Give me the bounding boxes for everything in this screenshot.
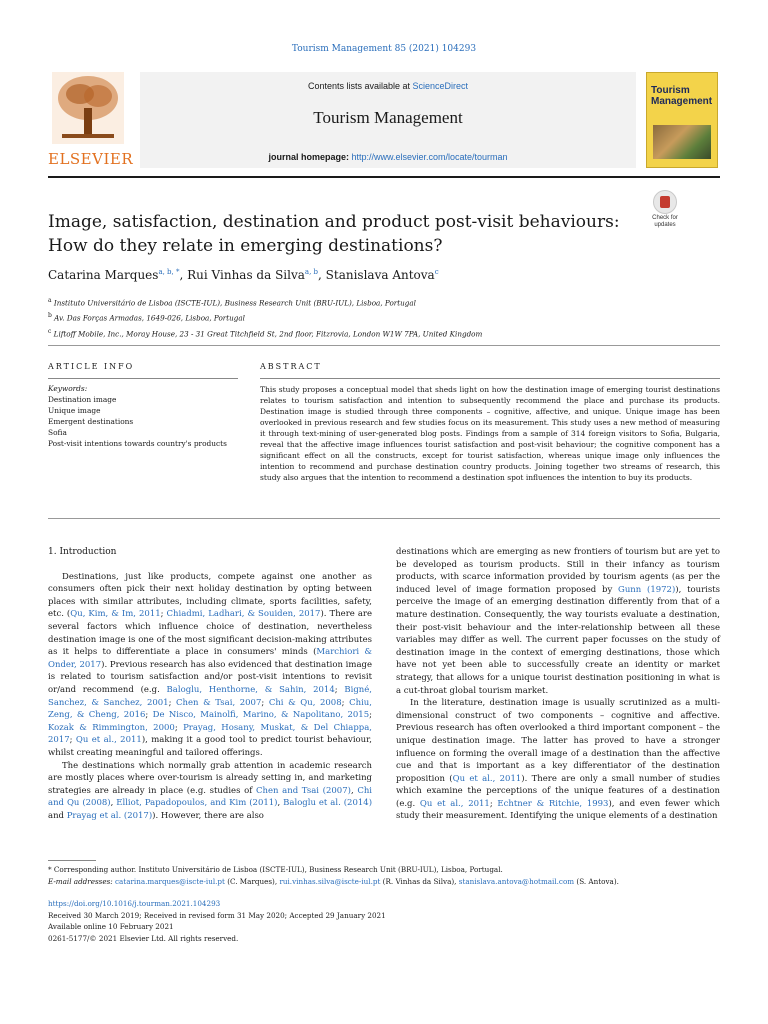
available-online: Available online 10 February 2021 <box>48 922 174 931</box>
keywords-block <box>48 383 238 449</box>
citation-link[interactable]: Chi & Qu, 2008 <box>268 697 342 708</box>
body-text: , <box>110 798 117 809</box>
citation-link[interactable]: De Nisco, Mainolfi, Marino, & Napolitano, 2015 <box>152 710 370 721</box>
citation-link[interactable]: Qu et al., 2011 <box>419 798 490 809</box>
author-name: Rui Vinhas da Silva <box>187 268 305 282</box>
body-text: ; <box>261 697 269 708</box>
section-divider-top <box>48 345 720 346</box>
author-name: Stanislava Antova <box>325 268 435 282</box>
body-text: , <box>350 785 358 796</box>
citation-link[interactable]: Chen and Tsai (2007) <box>256 785 351 796</box>
body-text: ; <box>174 722 184 733</box>
author-separator: , <box>179 268 188 282</box>
article-info-heading: ARTICLE INFO <box>48 362 135 371</box>
journal-header <box>140 72 636 168</box>
citation-link[interactable]: Baloglu, Henthorne, & Sahin, 2014 <box>166 684 335 695</box>
homepage-label: journal homepage: <box>268 152 352 162</box>
contents-prefix: Contents lists available at <box>307 81 413 91</box>
journal-cover-image[interactable] <box>646 72 718 168</box>
citation-link[interactable]: Echtner & Ritchie, 1993 <box>497 798 609 809</box>
affiliation-text: Av. Das Forças Armadas, 1649-026, Lisboa, Portugal <box>54 313 245 323</box>
keyword-item: Destination image <box>48 395 117 404</box>
body-text: ; <box>489 798 498 809</box>
affiliation-marker: b <box>48 312 52 320</box>
check-updates-icon <box>653 190 677 214</box>
footnotes <box>48 864 720 888</box>
author-separator: , <box>318 268 326 282</box>
body-text: , <box>277 798 284 809</box>
body-text: destinations which are emerging as new frontiers of tourism but are yet to be developed as tourism products. Still in their infancy as tourism products, with scarce information provided by tourism agents (as per the induced level of image formation proposed by <box>396 547 720 595</box>
check-updates-label: Check for updates <box>652 215 678 228</box>
body-paragraph <box>48 760 372 823</box>
author-name: Catarina Marques <box>48 268 159 282</box>
email-owner: (S. Antova). <box>574 877 619 886</box>
author-affiliation-marker[interactable]: a, b, * <box>158 268 180 276</box>
body-text: ), tourists perceive the image of an emerging destination differently from that of a mature destination. Consequently, the way tourists evaluate a destination, their post-visit behaviour and the inter-relationship between all these variables may differ as well. The current paper focusses on the study of destination image in the context of emerging destinations, those which have not yet been able to successfully create an identity or market strategy, that allows for a unique tourist destination positioning in what is a cut-throat global tourism market. <box>396 584 720 696</box>
citation-link[interactable]: Qu, Kim, & Im, 2011 <box>70 609 161 620</box>
email-owner: (C. Marques), <box>224 877 280 886</box>
elsevier-wordmark: ELSEVIER <box>48 150 134 168</box>
citation-link[interactable]: Prayag et al. (2017) <box>66 810 153 821</box>
article-title: Image, satisfaction, destination and product post-visit behaviours: How do they relate in emerging destinations? <box>48 212 620 256</box>
header-divider <box>48 176 720 178</box>
citation-link[interactable]: Chi and Qu (2008) <box>48 785 373 809</box>
affiliation-text: Liftoff Mobile, Inc., Moray House, 23 - 31 Great Titchfield St, 2nd floor, Fitzrovia, London W1W 7PA, United Kingdom <box>53 329 483 339</box>
corresponding-author-note: * Corresponding author. Instituto Universitário de Lisboa (ISCTE-IUL), Business Research Unit (BRU-IUL), Lisboa, Portugal. <box>48 865 503 874</box>
email-addresses <box>48 876 720 888</box>
body-text: ; <box>341 697 350 708</box>
body-text: ). There are several factors which influence choice of destination, nevertheless destination image is one of the most significant decision-making attributes as it helps to differentiate a place in consumers' minds ( <box>48 609 372 658</box>
author-affiliation-marker[interactable]: a, b <box>304 268 319 276</box>
keyword-item: Post-visit intentions towards country's products <box>48 439 227 448</box>
keyword-item: Unique image <box>48 406 101 415</box>
citation-link[interactable]: Baloglu et al. (2014) <box>283 798 373 809</box>
body-text: ), and even fewer which study their measurement. Identifying the unique elements of a destination <box>396 798 720 822</box>
email-link[interactable]: stanislava.antova@hotmail.com <box>458 877 575 886</box>
author-affiliation-marker[interactable]: c <box>434 268 439 276</box>
body-text: and <box>48 810 67 821</box>
citation-link[interactable]: Qu et al., 2011 <box>75 735 142 746</box>
affiliation-item <box>48 325 720 340</box>
body-text: ). Previous research has also evidenced that destination image is related to tourism satisfaction and/or post-visit intentions to revisit or/and recommend (e.g. <box>48 659 372 695</box>
cover-title: Tourism Management <box>651 85 713 107</box>
body-paragraph <box>48 571 372 760</box>
doi-link[interactable]: https://doi.org/10.1016/j.tourman.2021.104293 <box>48 899 221 908</box>
article-info-rule <box>48 378 238 379</box>
received-dates: Received 30 March 2019; Received in revised form 31 May 2020; Accepted 29 January 2021 <box>48 910 386 920</box>
body-text: ; <box>145 710 153 721</box>
affiliation-item <box>48 309 720 324</box>
contents-line <box>140 81 636 91</box>
affiliation-marker: c <box>48 327 52 335</box>
body-text: Destinations, just like products, compete against one another as consumers often pick their next holiday destination by opting between places with similar attributes, including climate, sports facilities, safety, etc. ( <box>48 571 372 620</box>
abstract-heading: ABSTRACT <box>260 362 322 371</box>
body-text: In the literature, destination image is usually scrutinized as a multi-dimensional construct of two components – cognitive and affective. Previous research has often overlooked a third important component – the unique destination image. The latter has proved to have a stronger influence on forming the overall image of a destination than the affective cue and that is important as a key differentiator of the destination proposition ( <box>396 698 720 784</box>
keyword-item: Sofia <box>48 428 67 437</box>
section-heading-introduction: 1. Introduction <box>48 547 117 557</box>
abstract-rule <box>260 378 720 379</box>
abstract-text: This study proposes a conceptual model that sheds light on how the destination image of emerging tourist destinations relates to tourism satisfaction and intention to subsequently recommend the place and purchase its products. Destination image is studied through three components – cognitive, affective, and unique. Unique image has been overlooked in previous research and few studies focus on its measurement. This study uses a new method of measuring it through text-mining of user-generated blog posts. Findings from a sample of 314 foreign visitors to Sofia, Bulgaria, reveal that the affective image influences tourist satisfaction and post-visit behaviour; the cognitive component has a significant effect on all the constructs, except for tourist satisfaction, whereas unique image only influences the intention to recommend and purchase destination country products. Joining together two streams of research, this study also argues that the intention to recommend a destination spot influences the intention to buy its products. <box>260 385 720 482</box>
citation-link[interactable]: Gunn (1972) <box>618 584 676 595</box>
body-text: ; <box>369 710 372 721</box>
email-link[interactable]: rui.vinhas.silva@iscte-iul.pt <box>279 877 381 886</box>
citation-link[interactable]: Chen & Tsai, 2007 <box>176 697 262 708</box>
sciencedirect-link[interactable]: ScienceDirect <box>412 81 469 91</box>
affiliations <box>48 294 720 340</box>
cover-photo <box>653 125 711 159</box>
footnote-rule <box>48 860 96 861</box>
journal-title: Tourism Management <box>313 108 463 127</box>
body-paragraph <box>396 697 720 823</box>
body-column-left <box>48 546 372 822</box>
citation-link[interactable]: Prayag, Hosany, Muskat, & Del Chiappa, 2017 <box>48 722 372 746</box>
affiliation-item <box>48 294 720 309</box>
citation-link[interactable]: Chiadmi, Ladhari, & Souiden, 2017 <box>166 609 321 620</box>
citation-link[interactable]: Bigné, Sanchez, & Sanchez, 2001 <box>48 684 372 708</box>
check-for-updates-button[interactable] <box>648 190 682 230</box>
email-owner: (R. Vinhas da Silva), <box>380 877 459 886</box>
body-text: ; <box>168 697 177 708</box>
affiliation-text: Instituto Universitário de Lisboa (ISCTE-IUL), Business Research Unit (BRU-IUL), Lisboa, Portugal <box>53 298 416 308</box>
body-paragraph <box>396 546 720 697</box>
author-list <box>48 268 720 282</box>
citation-link[interactable]: Qu et al., 2011 <box>452 773 522 784</box>
body-text: ; <box>69 735 76 746</box>
copyright: 0261-5177/© 2021 Elsevier Ltd. All rights reserved. <box>48 933 239 943</box>
email-label: E-mail addresses: <box>48 877 115 886</box>
citation-link[interactable]: Elliot, Papadopoulos, and Kim (2011) <box>116 798 278 809</box>
journal-reference-link[interactable]: Tourism Management 85 (2021) 104293 <box>291 44 477 54</box>
citation-link[interactable]: Chiu, Zeng, & Cheng, 2016 <box>48 697 372 721</box>
citation-link[interactable]: Marchiori & Onder, 2017 <box>48 647 372 670</box>
body-text: ), making it a good tool to predict tourist behaviour, whilst creating meaningful and tailored offerings. <box>48 735 372 758</box>
article-metadata <box>48 898 720 944</box>
body-text: ). There are only a small number of studies which examine the perceptions of the unique features of a destination (e.g. <box>396 773 720 809</box>
citation-link[interactable]: Kozak & Rimmington, 2000 <box>48 722 175 733</box>
elsevier-logo[interactable] <box>48 72 134 168</box>
body-text: The destinations which normally grab attention in academic research are mostly places where over-tourism is already setting in, and marketing strategies are already in place (e.g. studies of <box>48 760 372 796</box>
elsevier-tree-icon <box>52 72 124 144</box>
body-text: ; <box>334 684 345 695</box>
affiliation-marker: a <box>48 297 52 304</box>
body-text: ). However, there are also <box>152 810 264 821</box>
section-divider-bottom <box>48 518 720 519</box>
body-text: ; <box>160 609 167 620</box>
keyword-item: Emergent destinations <box>48 417 134 426</box>
body-column-right <box>396 546 720 823</box>
journal-homepage <box>140 152 636 162</box>
keywords-label: Keywords: <box>48 384 88 393</box>
keywords-list <box>48 394 238 449</box>
journal-homepage-link[interactable]: http://www.elsevier.com/locate/tourman <box>351 152 508 162</box>
email-link[interactable]: catarina.marques@iscte-iul.pt <box>115 877 225 886</box>
